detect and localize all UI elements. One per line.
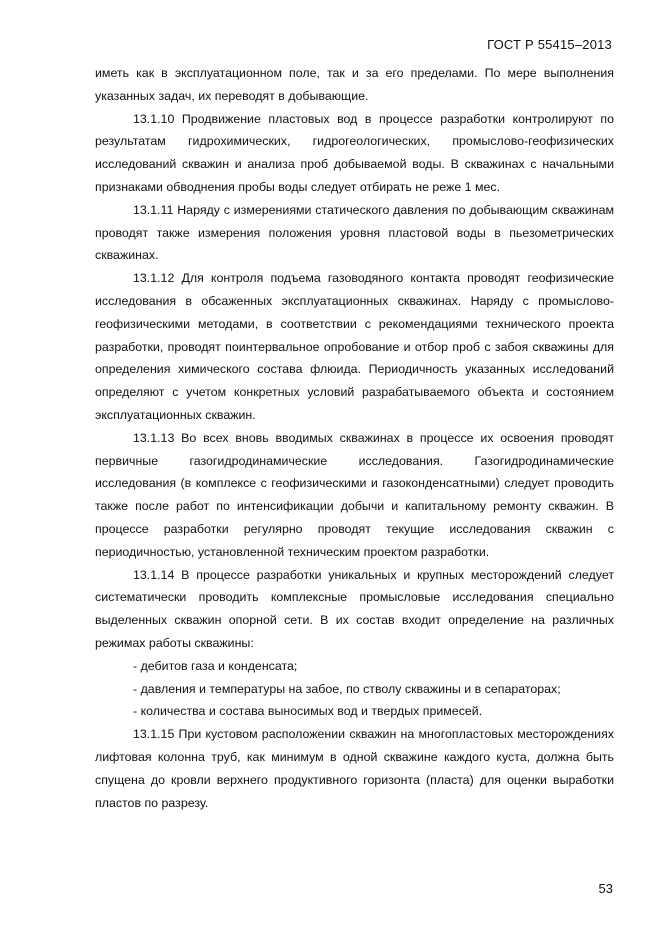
list-item: - количества и состава выносимых вод и твердых примесей. <box>133 704 483 719</box>
page-number: 53 <box>598 881 613 896</box>
paragraph-13-1-12: 13.1.12 Для контроля подъема газоводяного контакта проводят геофизические исследования в обсаженных эксплуатационных скважинах. Наряду с промыслово-геофизическими методами, в соответствии с рекомендациями технического проекта разработки, проводят поинтервальное опробование и отбор проб с забоя скважины для определения химического состава флюида. Периодичность указанных исследований определяют с учетом конкретных условий разрабатываемого объекта и состоянием эксплуатационных скважин. <box>95 271 614 422</box>
paragraph-13-1-13: 13.1.13 Во всех вновь вводимых скважинах в процессе их освоения проводят первичные газогидродинамические исследования. Газогидродинамические исследования (в комплексе с геофизическими и газоконденсатными) следует проводить также после работ по интенсификации добычи и капитальному ремонту скважин. В процессе разработки регулярно проводят текущие исследования скважин с периодичностью, установленной техническим проектом разработки. <box>95 430 614 559</box>
paragraph-13-1-11: 13.1.11 Наряду с измерениями статического давления по добывающим скважинам проводят также измерения положения уровня пластовой воды в пьезометрических скважинах. <box>95 202 614 263</box>
paragraph-13-1-14: 13.1.14 В процессе разработки уникальных и крупных месторождений следует систематически проводить комплексные промысловые исследования специально выделенных скважин опорной сети. В их состав входит определение на различных режимах работы скважины: <box>95 567 614 650</box>
list-item: - дебитов газа и конденсата; <box>133 658 298 673</box>
paragraph-continuation: иметь как в эксплуатационном поле, так и за его пределами. По мере выполнения указанных задач, их переводят в добывающие. <box>95 66 614 103</box>
paragraph-13-1-10: 13.1.10 Продвижение пластовых вод в процессе разработки контролируют по результатам гидрохимических, гидрогеологических, промыслово-геофизических исследований скважин и анализа проб добываемой воды. В скважинах с начальными признаками обводнения пробы воды следует отбирать не реже 1 мес. <box>95 111 614 194</box>
paragraph-13-1-15: 13.1.15 При кустовом расположении скважин на многопластовых месторождениях лифтовая колонна труб, как минимум в одной скважине каждого куста, должна быть спущена до кровли верхнего продуктивного горизонта (пласта) для оценки выработки пластов по разрезу. <box>95 727 614 810</box>
document-body <box>95 62 614 814</box>
document-header: ГОСТ Р 55415–2013 <box>487 37 612 52</box>
list-item: - давления и температуры на забое, по стволу скважины и в сепараторах; <box>133 681 561 696</box>
